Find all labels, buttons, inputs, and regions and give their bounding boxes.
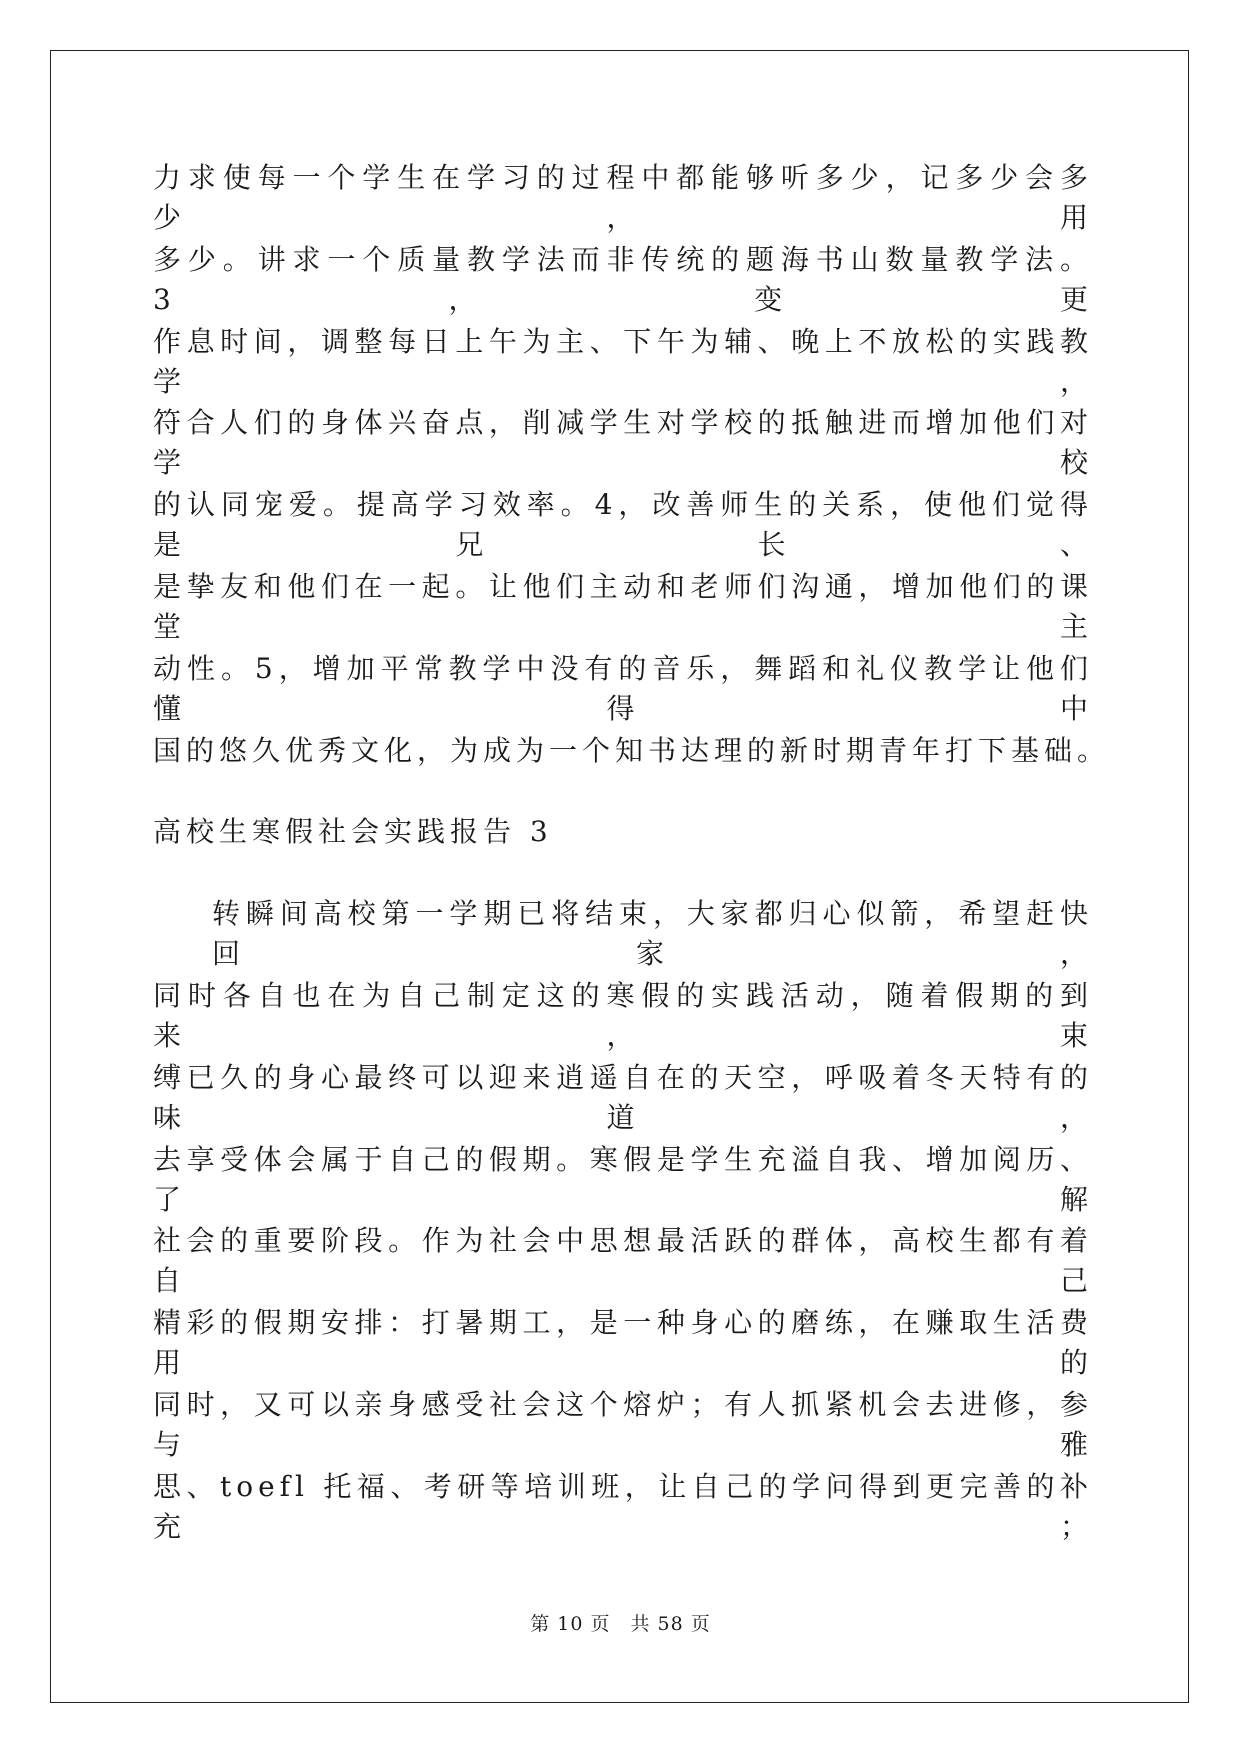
- text-line: 思、toefl 托福、考研等培训班，让自己的学问得到更完善的补充；: [153, 1469, 1093, 1543]
- text-line: 国的悠久优秀文化，为成为一个知书达理的新时期青年打下基础。: [153, 733, 1111, 767]
- text-line: 缚已久的身心最终可以迎来逍遥自在的天空，呼吸着冬天特有的味道，: [153, 1060, 1093, 1134]
- document-body: [153, 158, 1111, 1549]
- text-line: 动性。5，增加平常教学中没有的音乐，舞蹈和礼仪教学让他们懂得中: [153, 651, 1093, 725]
- text-line: 多少。讲求一个质量教学法而非传统的题海书山数量教学法。3，变更: [153, 242, 1093, 316]
- text-line: 转瞬间高校第一学期已将结束，大家都归心似箭，希望赶快回家，: [212, 897, 1093, 971]
- text-line: 的认同宠爱。提高学习效率。4，改善师生的关系，使他们觉得是兄长、: [153, 488, 1093, 562]
- text-line: 是挚友和他们在一起。让他们主动和老师们沟通，增加他们的课堂主: [153, 569, 1093, 643]
- text-line: 社会的重要阶段。作为社会中思想最活跃的群体，高校生都有着自己: [153, 1224, 1093, 1298]
- section-heading: 高校生寒假社会实践报告 3: [153, 815, 553, 849]
- text-line: 同时，又可以亲身感受社会这个熔炉；有人抓紧机会去进修，参与雅: [153, 1387, 1093, 1461]
- text-line: 同时各自也在为自己制定这的寒假的实践活动，随着假期的到来，束: [153, 978, 1093, 1052]
- text-line: 符合人们的身体兴奋点，削减学生对学校的抵触进而增加他们对学校: [153, 406, 1093, 480]
- text-line: 力求使每一个学生在学习的过程中都能够听多少，记多少会多少，用: [153, 161, 1093, 234]
- text-line: 精彩的假期安排：打暑期工，是一种身心的磨练，在赚取生活费用的: [153, 1306, 1093, 1380]
- text-line: 作息时间，调整每日上午为主、下午为辅、晚上不放松的实践教学，: [153, 324, 1093, 398]
- text-line: 去享受体会属于自己的假期。寒假是学生充溢自我、增加阅历、了解: [153, 1142, 1093, 1216]
- page-number-footer: 第 10 页 共 58 页: [530, 1613, 711, 1635]
